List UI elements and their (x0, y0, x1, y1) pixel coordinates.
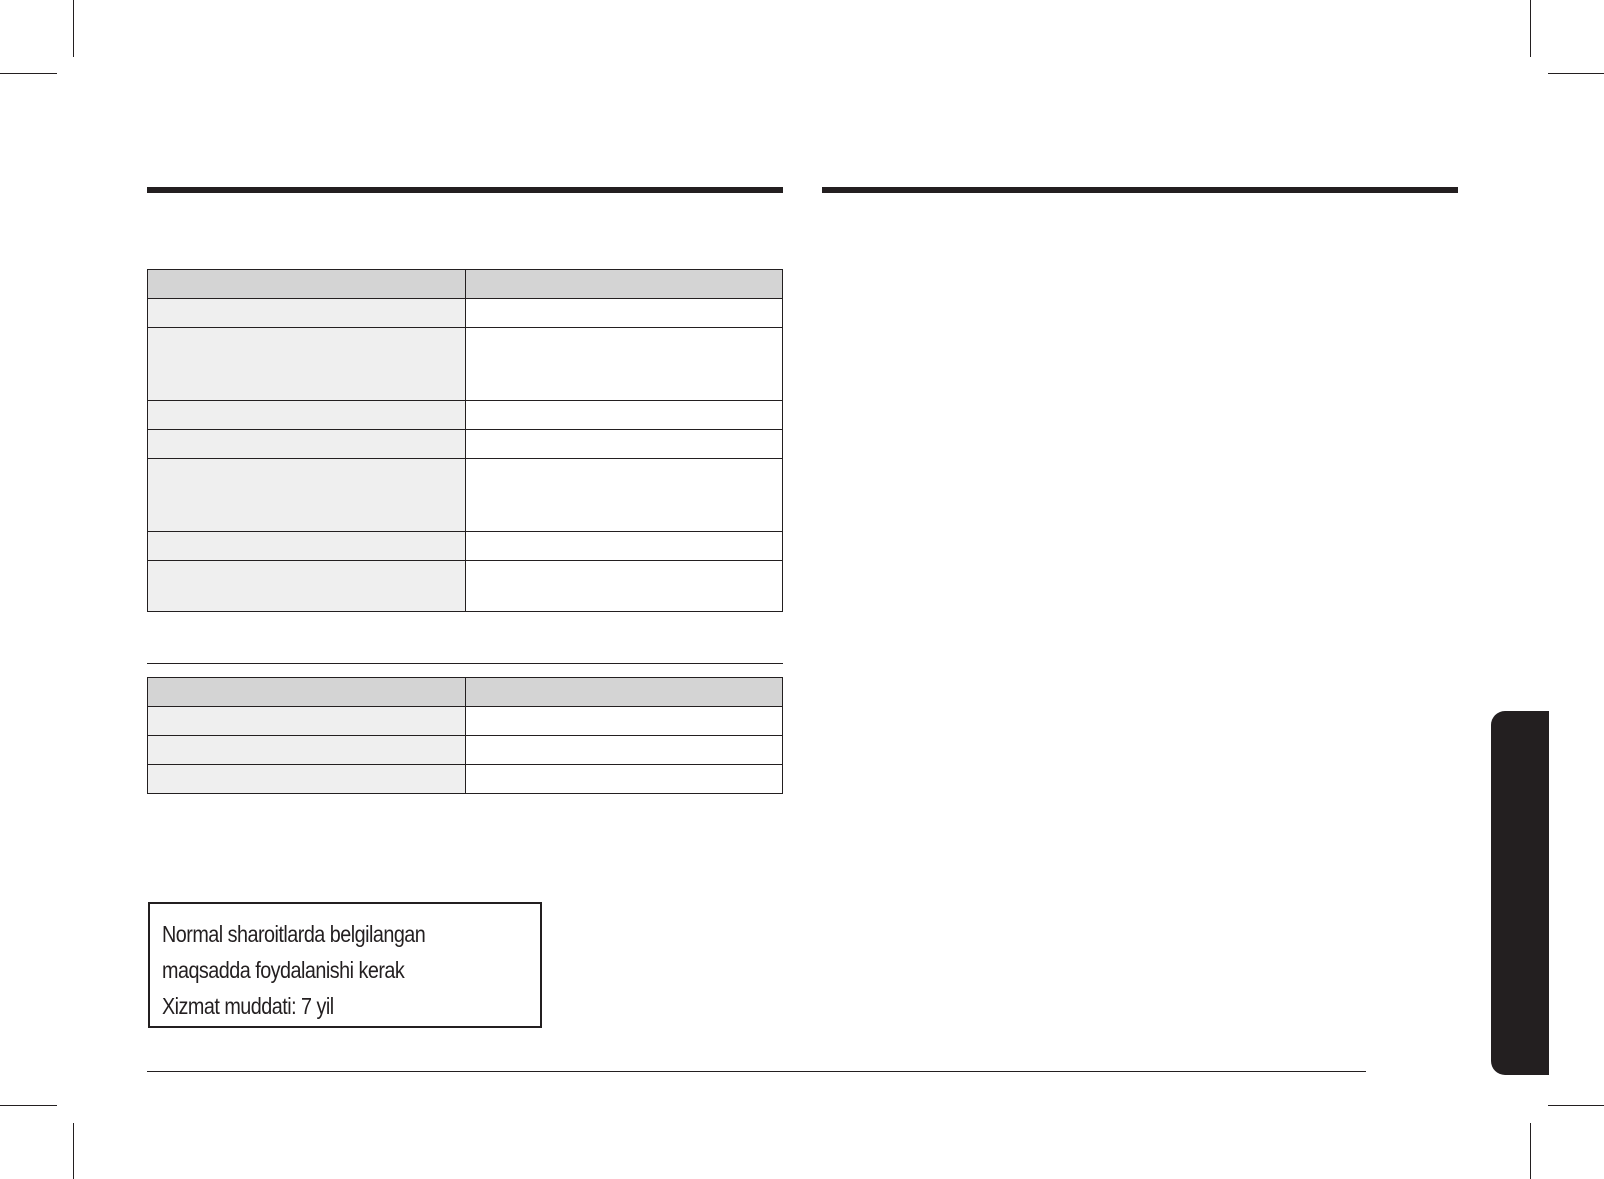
table-value-cell (466, 765, 783, 794)
table-label-cell (148, 401, 466, 430)
table-header-row (148, 270, 783, 299)
table-row (148, 299, 783, 328)
crop-mark-top-left-horizontal (0, 73, 57, 74)
table-header-cell (466, 678, 783, 707)
left-column-top-rule (147, 187, 783, 193)
footer-rule (147, 1071, 1366, 1072)
notice-line-3: Xizmat muddati: 7 yil (162, 993, 334, 1019)
table-value-cell (466, 736, 783, 765)
table-label-cell (148, 707, 466, 736)
table-row (148, 765, 783, 794)
table-header-cell (148, 270, 466, 299)
table-row (148, 736, 783, 765)
table-value-cell (466, 459, 783, 532)
crop-mark-top-right-vertical (1530, 0, 1531, 57)
table-value-cell (466, 561, 783, 612)
table-row (148, 430, 783, 459)
table-header-cell (466, 270, 783, 299)
right-column-top-rule (822, 187, 1458, 193)
table-row (148, 532, 783, 561)
table-label-cell (148, 459, 466, 532)
crop-mark-bottom-left-horizontal (0, 1105, 57, 1106)
table-label-cell (148, 430, 466, 459)
notice-line-2: maqsadda foydalanishi kerak (162, 957, 405, 983)
table-label-cell (148, 328, 466, 401)
table-label-cell (148, 736, 466, 765)
table-value-cell (466, 328, 783, 401)
chapter-side-tab (1491, 711, 1549, 1075)
table-value-cell (466, 299, 783, 328)
table-row (148, 328, 783, 401)
table-label-cell (148, 532, 466, 561)
crop-mark-top-left-vertical (73, 0, 74, 57)
table-row (148, 401, 783, 430)
service-life-notice (148, 902, 542, 1028)
crop-mark-bottom-left-vertical (73, 1123, 74, 1179)
crop-mark-bottom-right-vertical (1530, 1123, 1531, 1179)
section-separator-rule (147, 663, 783, 664)
crop-mark-top-right-horizontal (1548, 73, 1604, 74)
table-label-cell (148, 765, 466, 794)
table-label-cell (148, 299, 466, 328)
table-header-row (148, 678, 783, 707)
table-value-cell (466, 430, 783, 459)
table-value-cell (466, 707, 783, 736)
crop-mark-bottom-right-horizontal (1548, 1105, 1604, 1106)
table-value-cell (466, 401, 783, 430)
table-header-cell (148, 678, 466, 707)
notice-line-1: Normal sharoitlarda belgilangan (162, 921, 426, 947)
table-label-cell (148, 561, 466, 612)
specification-table-2 (147, 677, 783, 794)
table-value-cell (466, 532, 783, 561)
table-row (148, 561, 783, 612)
specification-table-1 (147, 269, 783, 612)
table-row (148, 707, 783, 736)
table-row (148, 459, 783, 532)
